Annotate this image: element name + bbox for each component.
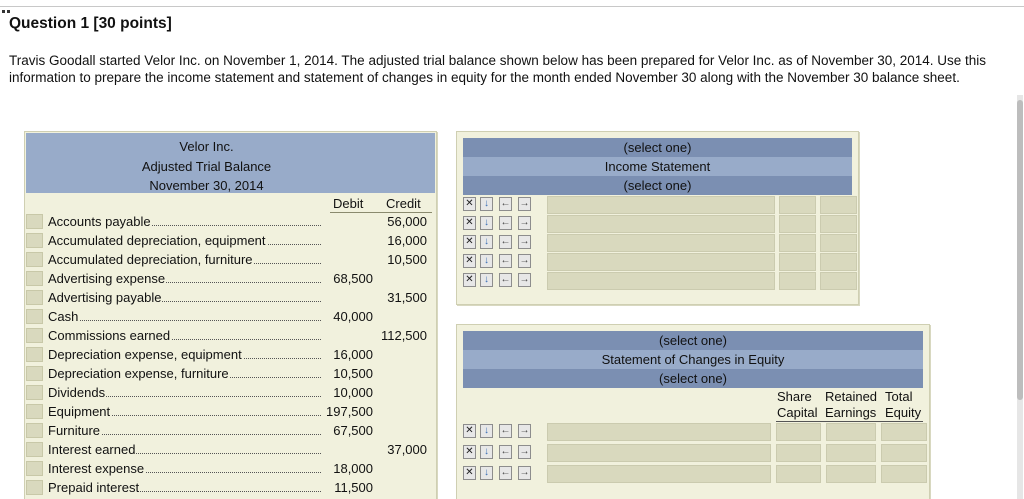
account-select-field[interactable] bbox=[547, 234, 775, 252]
arrow-right-icon[interactable]: → bbox=[519, 446, 530, 457]
account-name: Accounts payable bbox=[48, 214, 151, 229]
account-select-field[interactable] bbox=[547, 253, 775, 271]
trial-balance-row bbox=[25, 212, 435, 231]
credit-amount: 56,000 bbox=[387, 214, 427, 229]
arrow-down-icon[interactable]: ↓ bbox=[480, 424, 493, 438]
retained-earnings-header-2: Earnings bbox=[825, 405, 877, 420]
retained-earnings-input[interactable] bbox=[826, 465, 876, 483]
arrow-down-icon[interactable]: ↓ bbox=[480, 254, 493, 268]
trial-balance-row bbox=[25, 402, 435, 421]
row-marker bbox=[26, 347, 43, 362]
arrow-right-icon[interactable]: → bbox=[519, 236, 530, 247]
trial-balance-row bbox=[25, 364, 435, 383]
row-marker bbox=[26, 328, 43, 343]
debit-amount: 40,000 bbox=[333, 309, 373, 324]
arrow-right-icon[interactable]: → bbox=[519, 217, 530, 228]
income-statement-panel bbox=[456, 131, 859, 305]
amount-input[interactable] bbox=[779, 253, 816, 271]
row-marker bbox=[26, 366, 43, 381]
trial-balance-row bbox=[25, 326, 435, 345]
arrow-right-icon[interactable]: → bbox=[519, 255, 530, 266]
trial-balance-row bbox=[25, 440, 435, 459]
credit-header: Credit bbox=[386, 196, 421, 211]
retained-earnings-input[interactable] bbox=[826, 444, 876, 462]
top-decoration bbox=[0, 0, 90, 3]
row-marker bbox=[26, 309, 43, 324]
leader-dots bbox=[49, 320, 321, 321]
debit-amount: 11,500 bbox=[334, 480, 373, 495]
account-name: Interest earned bbox=[48, 442, 136, 457]
share-capital-header-1: Share bbox=[777, 389, 812, 404]
income-statement-entry-row bbox=[461, 252, 853, 271]
row-tools bbox=[461, 254, 539, 270]
total-equity-input[interactable] bbox=[881, 444, 927, 462]
amount-input[interactable] bbox=[779, 272, 816, 290]
row-marker bbox=[26, 423, 43, 438]
share-capital-header-2: Capital bbox=[777, 405, 818, 420]
equity-statement-entry-row bbox=[461, 443, 927, 462]
arrow-left-icon[interactable]: ← bbox=[500, 467, 511, 478]
share-capital-input[interactable] bbox=[776, 465, 821, 483]
description-select-field[interactable] bbox=[547, 423, 771, 441]
account-name: Furniture bbox=[48, 423, 101, 438]
debit-amount: 10,500 bbox=[333, 366, 373, 381]
row-tools bbox=[461, 273, 539, 289]
equity-column-headers bbox=[457, 388, 931, 422]
equity-statement-panel bbox=[456, 324, 930, 499]
trial-balance-header bbox=[26, 133, 435, 193]
equity-statement-period-select[interactable]: (select one) bbox=[463, 369, 923, 388]
arrow-down-icon[interactable]: ↓ bbox=[480, 445, 493, 459]
trial-balance-row bbox=[25, 478, 435, 497]
income-statement-heading-select[interactable]: (select one) bbox=[463, 138, 852, 157]
account-name: Advertising payable bbox=[48, 290, 162, 305]
trial-balance-row bbox=[25, 421, 435, 440]
arrow-down-icon[interactable]: ↓ bbox=[480, 235, 493, 249]
total-input[interactable] bbox=[820, 234, 857, 252]
amount-input[interactable] bbox=[779, 215, 816, 233]
delete-row-icon[interactable]: ✕ bbox=[463, 235, 476, 249]
account-name: Equipment bbox=[48, 404, 111, 419]
arrow-down-icon[interactable]: ↓ bbox=[480, 197, 493, 211]
account-name: Cash bbox=[48, 309, 79, 324]
row-marker bbox=[26, 214, 43, 229]
arrow-down-icon[interactable]: ↓ bbox=[480, 466, 493, 480]
arrow-right-icon[interactable]: → bbox=[519, 467, 530, 478]
total-equity-input[interactable] bbox=[881, 423, 927, 441]
arrow-right-icon[interactable]: → bbox=[519, 425, 530, 436]
account-select-field[interactable] bbox=[547, 272, 775, 290]
credit-amount: 37,000 bbox=[387, 442, 427, 457]
question-title: Question 1 [30 points] bbox=[9, 15, 172, 32]
trial-balance-row bbox=[25, 269, 435, 288]
delete-row-icon[interactable]: ✕ bbox=[463, 273, 476, 287]
arrow-down-icon[interactable]: ↓ bbox=[480, 216, 493, 230]
trial-balance-title: Adjusted Trial Balance bbox=[141, 159, 272, 174]
equity-statement-entry-row bbox=[461, 422, 927, 441]
credit-amount: 16,000 bbox=[387, 233, 427, 248]
debit-amount: 197,500 bbox=[326, 404, 373, 419]
trial-balance-row bbox=[25, 459, 435, 478]
account-name: Prepaid interest bbox=[48, 480, 140, 495]
equity-statement-entry-row bbox=[461, 464, 927, 483]
row-marker bbox=[26, 290, 43, 305]
credit-amount: 31,500 bbox=[387, 290, 427, 305]
delete-row-icon[interactable]: ✕ bbox=[463, 216, 476, 230]
delete-row-icon[interactable]: ✕ bbox=[463, 445, 476, 459]
account-name: Accumulated depreciation, furniture bbox=[48, 252, 253, 267]
row-marker bbox=[26, 385, 43, 400]
top-divider bbox=[0, 6, 1024, 7]
account-name: Interest expense bbox=[48, 461, 145, 476]
row-tools bbox=[461, 445, 539, 461]
debit-amount: 16,000 bbox=[333, 347, 373, 362]
retained-earnings-input[interactable] bbox=[826, 423, 876, 441]
arrow-left-icon[interactable]: ← bbox=[500, 217, 511, 228]
delete-row-icon[interactable]: ✕ bbox=[463, 466, 476, 480]
amount-input[interactable] bbox=[779, 196, 816, 214]
equity-statement-heading-select[interactable]: (select one) bbox=[463, 331, 923, 350]
account-name: Depreciation expense, furniture bbox=[48, 366, 229, 381]
row-marker bbox=[26, 404, 43, 419]
account-select-field[interactable] bbox=[547, 215, 775, 233]
arrow-left-icon[interactable]: ← bbox=[500, 255, 511, 266]
arrow-right-icon[interactable]: → bbox=[519, 274, 530, 285]
row-marker bbox=[26, 480, 43, 495]
retained-earnings-header-1: Retained bbox=[825, 389, 878, 404]
row-tools bbox=[461, 424, 539, 440]
account-name: Dividends bbox=[48, 385, 106, 400]
trial-balance-row bbox=[25, 307, 435, 326]
arrow-left-icon[interactable]: ← bbox=[500, 425, 511, 436]
page-scrollbar-thumb[interactable] bbox=[1017, 100, 1023, 400]
equity-statement-title: Statement of Changes in Equity bbox=[463, 350, 923, 369]
account-name: Depreciation expense, equipment bbox=[48, 347, 242, 362]
company-name: Velor Inc. bbox=[179, 139, 234, 154]
total-equity-input[interactable] bbox=[881, 465, 927, 483]
row-marker bbox=[26, 442, 43, 457]
income-statement-entry-row bbox=[461, 271, 853, 290]
credit-amount: 112,500 bbox=[380, 328, 427, 343]
trial-balance-row bbox=[25, 288, 435, 307]
amount-input[interactable] bbox=[779, 234, 816, 252]
credit-amount: 10,500 bbox=[387, 252, 427, 267]
delete-row-icon[interactable]: ✕ bbox=[463, 254, 476, 268]
debit-amount: 67,500 bbox=[333, 423, 373, 438]
account-name: Commissions earned bbox=[48, 328, 171, 343]
arrow-left-icon[interactable]: ← bbox=[500, 198, 511, 209]
trial-balance-row bbox=[25, 250, 435, 269]
trial-balance-date: November 30, 2014 bbox=[149, 178, 264, 193]
total-input[interactable] bbox=[820, 215, 857, 233]
account-select-field[interactable] bbox=[547, 196, 775, 214]
row-tools bbox=[461, 466, 539, 482]
share-capital-input[interactable] bbox=[776, 444, 821, 462]
account-name: Advertising expense bbox=[48, 271, 166, 286]
row-marker bbox=[26, 461, 43, 476]
row-tools bbox=[461, 197, 539, 213]
arrow-left-icon[interactable]: ← bbox=[500, 236, 511, 247]
question-text: Travis Goodall started Velor Inc. on November 1, 2014. The adjusted trial balance shown below has been prepared for Velor Inc. as of November 30, 2014. Use this information to prepare the income statement and statement of changes in equity for the month ended November 30 along with the November 30 balance sheet. bbox=[9, 53, 987, 85]
row-marker bbox=[26, 233, 43, 248]
trial-balance-row bbox=[25, 383, 435, 402]
income-statement-entry-row bbox=[461, 195, 853, 214]
total-input[interactable] bbox=[820, 253, 857, 271]
delete-row-icon[interactable]: ✕ bbox=[463, 424, 476, 438]
row-marker bbox=[26, 271, 43, 286]
income-statement-entry-row bbox=[461, 214, 853, 233]
trial-balance-row bbox=[25, 231, 435, 250]
share-capital-input[interactable] bbox=[776, 423, 821, 441]
total-input[interactable] bbox=[820, 196, 857, 214]
arrow-right-icon[interactable]: → bbox=[519, 198, 530, 209]
debit-amount: 18,000 bbox=[333, 461, 373, 476]
row-tools bbox=[461, 216, 539, 232]
debit-amount: 10,000 bbox=[333, 385, 373, 400]
arrow-down-icon[interactable]: ↓ bbox=[480, 273, 493, 287]
income-statement-title: Income Statement bbox=[463, 157, 852, 176]
row-marker bbox=[26, 252, 43, 267]
account-name: Accumulated depreciation, equipment bbox=[48, 233, 266, 248]
delete-row-icon[interactable]: ✕ bbox=[463, 197, 476, 211]
income-statement-period-select[interactable]: (select one) bbox=[463, 176, 852, 195]
debit-amount: 68,500 bbox=[333, 271, 373, 286]
debit-header: Debit bbox=[333, 196, 364, 211]
row-tools bbox=[461, 235, 539, 251]
total-equity-header-2: Equity bbox=[885, 405, 922, 420]
income-statement-entry-row bbox=[461, 233, 853, 252]
description-select-field[interactable] bbox=[547, 465, 771, 483]
total-equity-header-1: Total bbox=[885, 389, 913, 404]
description-select-field[interactable] bbox=[547, 444, 771, 462]
arrow-left-icon[interactable]: ← bbox=[500, 274, 511, 285]
total-input[interactable] bbox=[820, 272, 857, 290]
trial-balance-row bbox=[25, 345, 435, 364]
arrow-left-icon[interactable]: ← bbox=[500, 446, 511, 457]
